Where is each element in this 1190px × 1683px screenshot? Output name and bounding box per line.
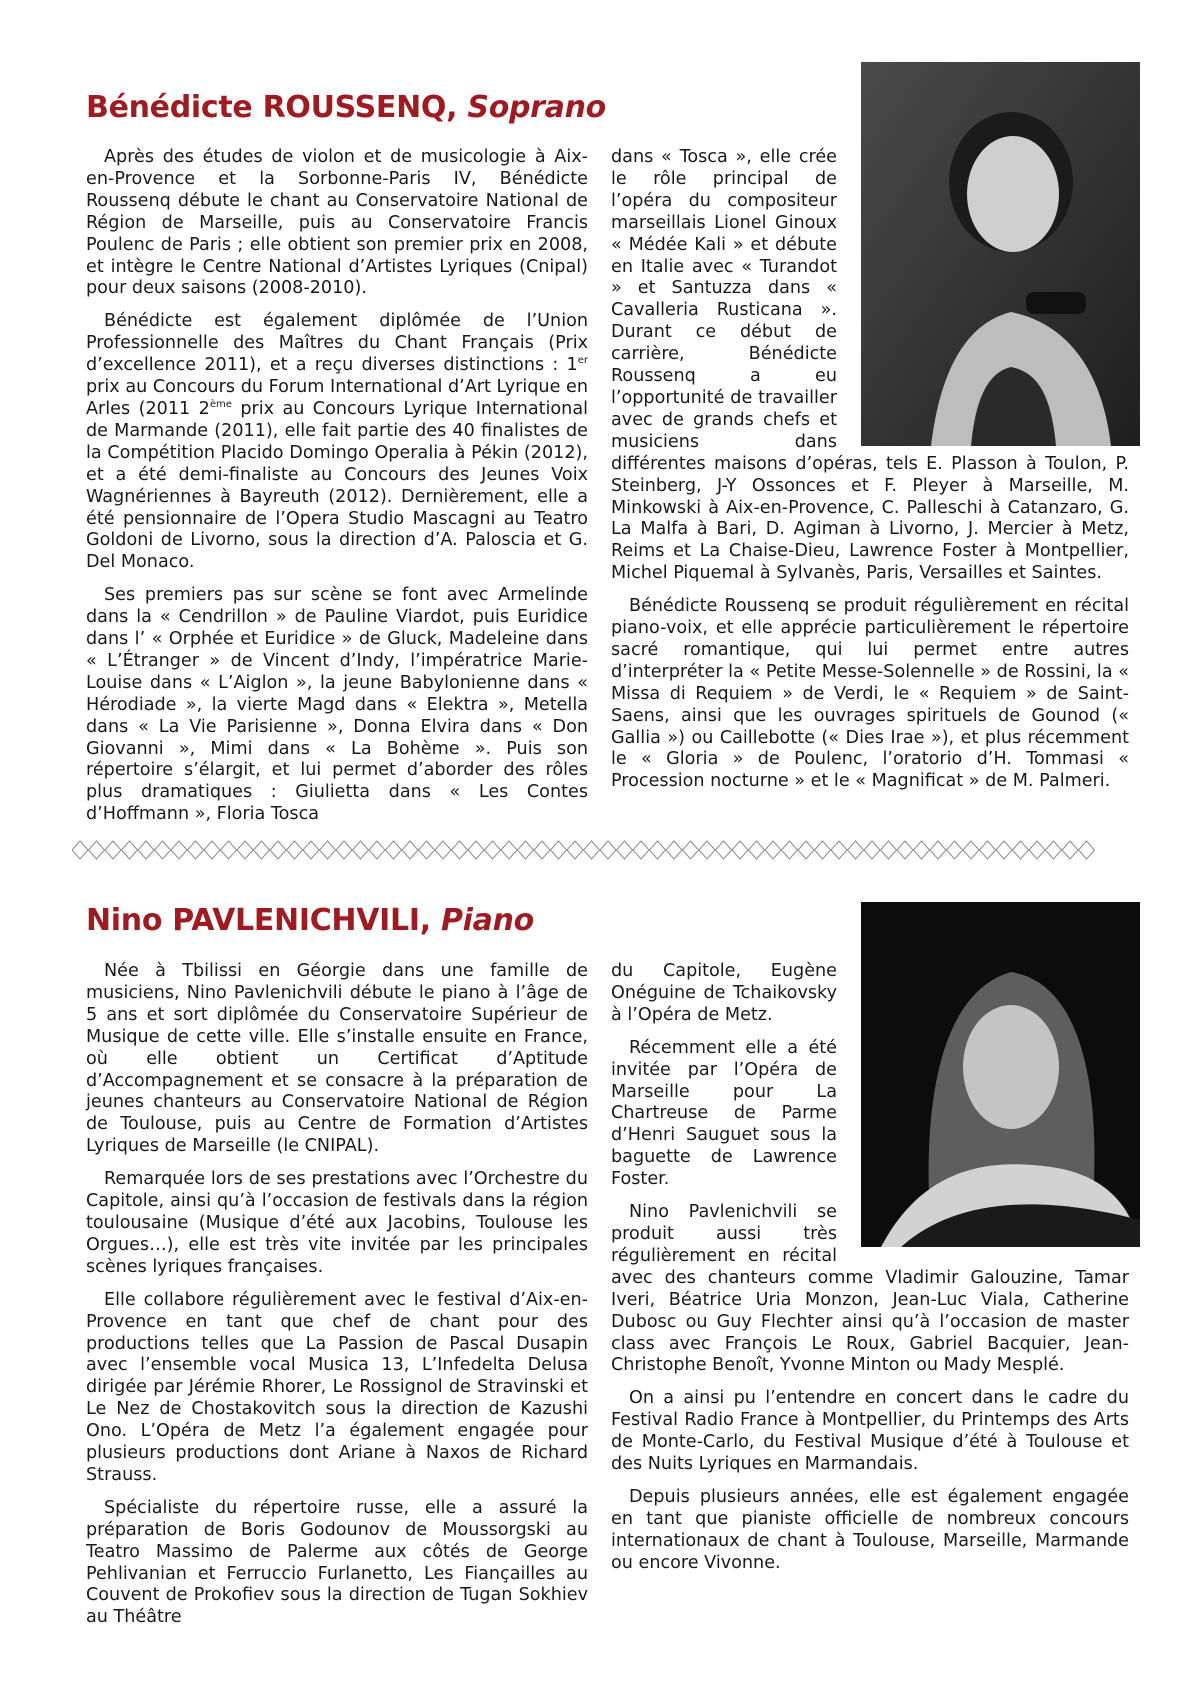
paragraph: Récemment elle a été invitée par l’Opéra de Marseille pour La Chartreuse de Parme d’Henri Sauguet sous la baguette de Lawrence Foster. xyxy=(611,1037,837,1190)
divider-diamond xyxy=(402,841,418,859)
divider-diamond xyxy=(864,841,880,859)
divider-diamond xyxy=(501,841,517,859)
divider-diamond xyxy=(567,841,583,859)
divider-diamond xyxy=(122,841,138,859)
paragraph: Nino Pavlenichvili se produit aussi très régulièrement en récital avec des chanteurs comme Vladimir Galouzine, Tamar Iveri, Béatrice Uria Monzon, Jean-Luc Viala, Catherine Dubosc ou Guy Flechter ainsi qu’à l’occasion de master class avec François Le Roux, Gabriel Bacquier, Jean-Christophe Benoît, Yvonne Minton ou Mady Mesplé. xyxy=(611,1202,1129,1376)
paragraph: Née à Tbilissi en Géorgie dans une famille de musiciens, Nino Pavlenichvili débute le piano à l’âge de 5 ans et sort diplômée du Conservatoire Supérieur de Musique de cette ville. Elle s’installe ensuite en France, où elle obtient un Certificat d’Aptitude d’Accompagnement et se consacre à la préparation de jeunes chanteurs au Conservatoire National de Région de Toulouse, puis au Centre de Formation d’Artistes Lyriques de Marseille (le CNIPAL). xyxy=(86,961,588,1157)
divider-diamond xyxy=(1029,841,1045,859)
section-title-roussenq xyxy=(86,90,606,125)
divider-diamond xyxy=(765,841,781,859)
paragraph: Depuis plusieurs années, elle est également engagée en tant que pianiste officielle de nombreux concours internationaux de chant à Toulouse, Marseille, Marmande ou encore Vivonne. xyxy=(611,1486,1129,1573)
paragraph: Après des études de violon et de musicologie à Aix-en-Provence et la Sorbonne-Paris IV, Bénédicte Roussenq débute le chant au Conservatoire National de Région de Marseille, puis au Conservatoire Francis Poulenc de Paris ; elle obtient son premier prix en 2008, et intègre le Centre National d’Artistes Lyriques (Cnipal) pour deux saisons (2008-2010). xyxy=(86,147,588,299)
divider-diamond xyxy=(485,841,501,859)
divider-diamond xyxy=(287,841,303,859)
divider-diamond xyxy=(749,841,765,859)
artist-role: Soprano xyxy=(467,90,606,125)
divider-diamond xyxy=(633,841,649,859)
divider-diamond xyxy=(270,841,286,859)
divider-diamond xyxy=(732,841,748,859)
divider-diamond xyxy=(650,841,666,859)
divider-diamond xyxy=(468,841,484,859)
divider-diamond xyxy=(617,841,633,859)
divider-diamond xyxy=(72,841,88,859)
divider-diamond xyxy=(798,841,814,859)
divider-diamond xyxy=(716,841,732,859)
divider-diamond xyxy=(782,841,798,859)
diamond-divider xyxy=(72,838,1106,862)
divider-diamond xyxy=(980,841,996,859)
divider-diamond xyxy=(1062,841,1078,859)
divider-diamond xyxy=(369,841,385,859)
divider-diamond xyxy=(89,841,105,859)
divider-diamond xyxy=(237,841,253,859)
divider-diamond xyxy=(947,841,963,859)
bio-column-right-pavlenichvili xyxy=(611,961,1129,1586)
divider-diamond xyxy=(353,841,369,859)
divider-diamond xyxy=(963,841,979,859)
section-title-pavlenichvili xyxy=(86,903,534,938)
paragraph: Ses premiers pas sur scène se font avec Armelinde dans la « Cendrillon » de Pauline Viardot, puis Euridice dans l’ « Orphée et Euridice » de Gluck, Madeleine dans « L’Étranger » de Vincent d’Indy, l’impératrice Marie-Louise dans « L’Aiglon », la jeune Babylonienne dans « Hérodiade », la vierte Magd dans « Elektra », Metella dans « La Vie Parisienne », Donna Elvira dans « Don Giovanni », Mimi dans « La Bohème ». Puis son répertoire s’élargit, et lui permet d’aborder des rôles plus dramatiques : Giulietta dans « Les Contes d’Hoffmann », Floria Tosca xyxy=(86,585,588,825)
divider-diamond xyxy=(303,841,319,859)
paragraph: Elle collabore régulièrement avec le festival d’Aix-en-Provence en tant que chef de chant pour des productions telles que La Passion de Pascal Dusapin avec l’ensemble vocal Musica 13, L’Infedelta Delusa dirigée par Jérémie Rhorer, Le Rossignol de Stravinski et Le Nez de Chostakovitch sous la direction de Kazushi Ono. L’Opéra de Metz l’a également engagée pour plusieurs productions dont Ariane à Naxos de Richard Strauss. xyxy=(86,1289,588,1485)
divider-diamond xyxy=(336,841,352,859)
divider-diamond xyxy=(551,841,567,859)
divider-diamond xyxy=(320,841,336,859)
divider-diamond xyxy=(881,841,897,859)
divider-diamond xyxy=(848,841,864,859)
paragraph: Spécialiste du répertoire russe, elle a assuré la préparation de Boris Godounov de Moussorgski au Teatro Massimo de Palerme aux côtés de George Pehlivanian et Ferruccio Furlanetto, Les Fiançailles au Couvent de Prokofiev sous la direction de Tugan Sokhiev au Théâtre xyxy=(86,1497,588,1628)
divider-diamond xyxy=(518,841,534,859)
divider-diamond xyxy=(138,841,154,859)
divider-diamond xyxy=(171,841,187,859)
divider-diamond xyxy=(815,841,831,859)
divider-diamond xyxy=(666,841,682,859)
paragraph: du Capitole, Eugène Onéguine de Tchaikovsky à l’Opéra de Metz. xyxy=(611,961,837,1025)
photo-spacer xyxy=(837,147,1129,447)
bio-column-right-roussenq xyxy=(611,147,1129,804)
divider-diamond xyxy=(699,841,715,859)
divider-diamond xyxy=(452,841,468,859)
divider-diamond xyxy=(930,841,946,859)
divider-diamond xyxy=(254,841,270,859)
artist-role: Piano xyxy=(440,903,534,938)
divider-diamond xyxy=(897,841,913,859)
artist-name: Bénédicte ROUSSENQ, xyxy=(86,90,458,125)
photo-spacer xyxy=(837,961,1129,1251)
divider-diamond xyxy=(534,841,550,859)
divider-diamond xyxy=(204,841,220,859)
divider-diamond xyxy=(1013,841,1029,859)
paragraph: On a ainsi pu l’entendre en concert dans le cadre du Festival Radio France à Montpellier, du Printemps des Arts de Monte-Carlo, du Festival Musique d’été à Toulouse et des Nuits Lyriques en Marmandais. xyxy=(611,1388,1129,1475)
paragraph: dans « Tosca », elle crée le rôle principal de l’opéra du compositeur marseillais Lionel Ginoux « Médée Kali » et débute en Italie avec « Turandot » et Santuzza dans « Cavalleria Rusticana ». Durant ce début de carrière, Bénédicte Roussenq a eu l’opportunité de travailler avec de grands chefs et musiciens dans différentes maisons d’opéras, tels E. Plasson à Toulon, P. Steinberg, J-Y Ossonces et F. Pleyer à Marseille, M. Minkowski à Aix-en-Provence, C. Palleschi à Catanzaro, G. La Malfa à Bari, D. Agiman à Livorno, J. Mercier à Metz, Reims et La Chaise-Dieu, Lawrence Foster à Montpellier, Michel Piquemal à Sylvanès, Paris, Versailles et Saintes. xyxy=(611,147,1129,584)
bio-column-left-roussenq xyxy=(86,147,588,837)
divider-diamond xyxy=(996,841,1012,859)
divider-diamond xyxy=(683,841,699,859)
paragraph: Remarquée lors de ses prestations avec l’Orchestre du Capitole, ainsi qu’à l’occasion de festivals dans la région toulousaine (Musique d’été aux Jacobins, Toulouse les Orgues…), elle est très vite invitée par les principales scènes lyriques françaises. xyxy=(86,1169,588,1277)
divider-diamond xyxy=(221,841,237,859)
divider-diamond xyxy=(600,841,616,859)
bio-column-left-pavlenichvili xyxy=(86,961,588,1640)
divider-diamond xyxy=(1046,841,1062,859)
divider-diamond xyxy=(831,841,847,859)
divider-diamond xyxy=(419,841,435,859)
paragraph: Bénédicte Roussenq se produit régulièrement en récital piano-voix, et elle apprécie particulièrement le répertoire sacré romantique, qui lui permet entre autres d’interpréter la « Petite Messe-Solennelle » de Rossini, la « Missa di Requiem » de Verdi, le « Requiem » de Saint-Saens, ainsi que les ouvrages spirituels de Gounod (« Gallia ») ou Caillebotte (« Dies Irae »), et plus récemment le « Gloria » de Poulenc, l’oratorio d’H. Tommasi « Procession nocturne » et le « Magnificat » de M. Palmeri. xyxy=(611,596,1129,792)
divider-diamond xyxy=(435,841,451,859)
divider-diamond xyxy=(386,841,402,859)
divider-diamond xyxy=(914,841,930,859)
paragraph: Bénédicte est également diplômée de l’Union Professionnelle des Maîtres du Chant Français (Prix d’excellence 2011), et a reçu diverses distinctions : 1er prix au Concours du Forum International d’Art Lyrique en Arles (2011 2ème prix au Concours Lyrique International de Marmande (2011), elle fait partie des 40 finalistes de la Compétition Placido Domingo Operalia à Pékin (2012), et a été demi-finaliste au Concours des Jeunes Voix Wagnériennes à Bayreuth (2012). Dernièrement, elle a été pensionnaire de l’Opera Studio Mascagni au Teatro Goldoni de Livorno, sous la direction d’A. Paloscia et G. Del Monaco. xyxy=(86,311,588,573)
divider-diamond xyxy=(584,841,600,859)
divider-diamond xyxy=(105,841,121,859)
divider-diamond xyxy=(155,841,171,859)
divider-diamond xyxy=(1079,841,1095,859)
divider-diamond xyxy=(188,841,204,859)
artist-name: Nino PAVLENICHVILI, xyxy=(86,903,431,938)
